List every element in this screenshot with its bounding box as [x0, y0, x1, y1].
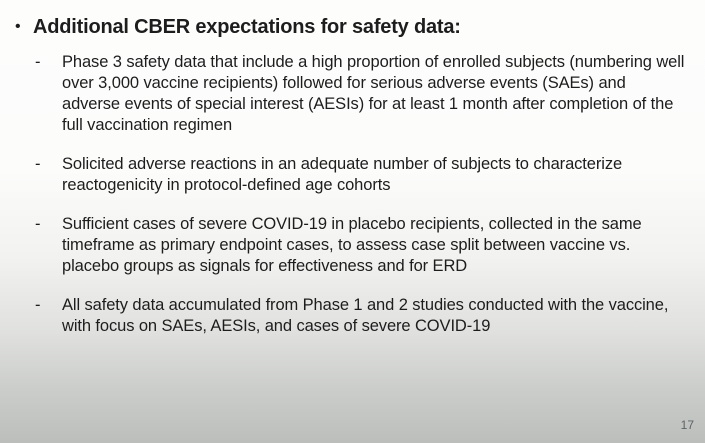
dash-icon: -	[35, 155, 41, 173]
bullet-item	[35, 295, 687, 337]
bullet-item	[35, 154, 687, 196]
bullet-text: All safety data accumulated from Phase 1 and 2 studies conducted with the vaccine, with focus on SAEs, AESIs, and cases of severe COVID-19	[62, 296, 669, 335]
dash-icon: -	[35, 215, 41, 233]
dash-icon: -	[35, 53, 41, 71]
page-number: 17	[680, 418, 694, 432]
bullet-text: Solicited adverse reactions in an adequate number of subjects to characterize reactogenicity in protocol-defined age cohorts	[62, 155, 623, 194]
bullet-item	[35, 214, 687, 277]
bullet-item	[35, 52, 687, 136]
bullet-icon: •	[15, 18, 21, 35]
bullet-text: Sufficient cases of severe COVID-19 in placebo recipients, collected in the same timeframe as primary endpoint cases, to assess case split between vaccine vs. placebo groups as signals for effectiveness and for ERD	[62, 215, 642, 275]
slide-title: Additional CBER expectations for safety data:	[33, 16, 461, 38]
slide-title-row	[15, 13, 687, 41]
dash-icon: -	[35, 296, 41, 314]
bullet-text: Phase 3 safety data that include a high proportion of enrolled subjects (numbering well over 3,000 vaccine recipients) followed for serious adverse events (SAEs) and adverse events of special interest (AESIs) for at least 1 month after completion of the full vaccination regimen	[62, 53, 685, 134]
